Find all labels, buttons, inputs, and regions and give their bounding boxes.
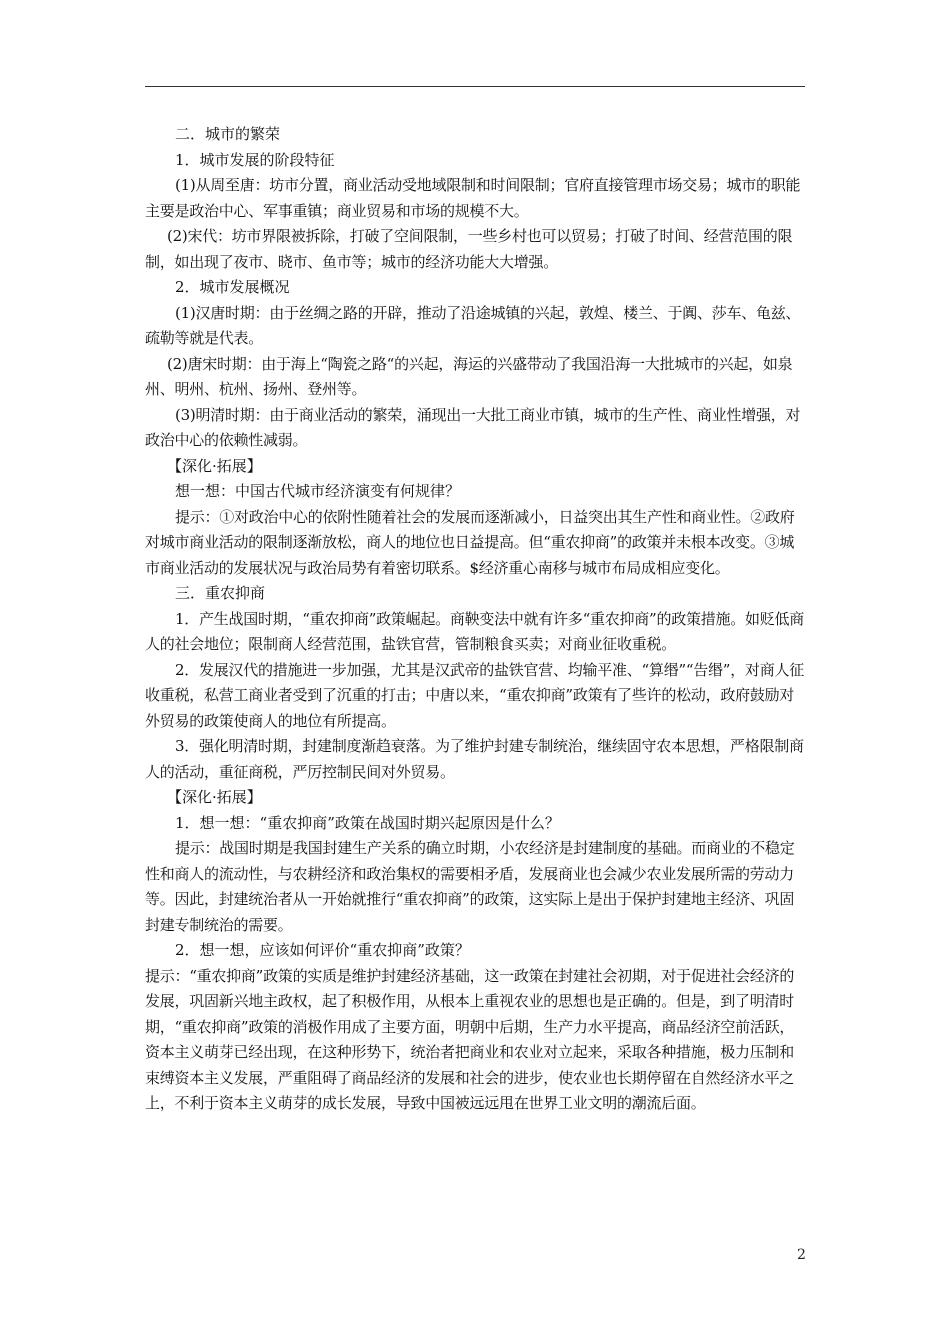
question-2: 2．想一想，应该如何评价“重农抑商”政策？ — [175, 941, 470, 959]
extension-question: 想一想：中国古代城市经济演变有何规律？ — [175, 482, 461, 500]
paragraph-zhou-to-tang: (1)从周至唐：坊市分置，商业活动受地域限制和时间限制；官府直接管理市场交易；城市的职能主要是政治中心、军事重镇；商业贸易和市场的规模不大。 — [145, 176, 801, 220]
page-content — [145, 122, 807, 1117]
extension-title: 【深化·拓展】 — [167, 456, 262, 475]
paragraph-policy-strengthening: 3．强化明清时期，封建制度渐趋衰落。为了维护封建专制统治，继续固守农本思想，严格限制商人的活动，重征商税，严厉控制民间对外贸易。 — [145, 737, 804, 781]
answer-2: 提示：“重农抑商”政策的实质是维护封建经济基础，这一政策在封建社会初期，对于促进社会经济的发展，巩固新兴地主政权，起了积极作用，从根本上重视农业的思想也是正确的。但是，到了明清时期，“重农抑商”政策的消极作用成了主要方面，明朝中后期，生产力水平提高，商品经济空前活跃，资本主义萌芽已经出现，在这种形势下，统治者把商业和农业对立起来，采取各种措施，极力压制和束缚资本主义发展，严重阻碍了商品经济的发展和社会的进步，使农业也长期停留在自然经济水平之上，不利于资本主义萌芽的成长发展，导致中国被远远甩在世界工业文明的潮流后面。 — [145, 966, 795, 1112]
header-rule — [145, 86, 805, 87]
extension-title-2: 【深化·拓展】 — [167, 788, 262, 806]
section-heading-agriculture-policy: 三．重农抑商 — [175, 584, 266, 602]
paragraph-ming-qing: (3)明清时期：由于商业活动的繁荣，涌现出一大批工商业市镇，城市的生产性、商业性增强，对政治中心的依赖性减弱。 — [145, 405, 801, 449]
question-1: 1．想一想：“重农抑商”政策在战国时期兴起原因是什么？ — [175, 813, 560, 832]
page-number: 2 — [797, 1247, 806, 1263]
subheading-city-stage-features: 1．城市发展的阶段特征 — [175, 150, 335, 169]
section-heading-city-prosperity: 二．城市的繁荣 — [175, 125, 281, 143]
paragraph-policy-development: 2．发展汉代的措施进一步加强，尤其是汉武帝的盐铁官营、均输平准、“算缗”“告缗”，对商人征收重税，私营工商业者受到了沉重的打击；中唐以来，“重农抑商”政策有了些许的松动，政府鼓励对外贸易的政策使商人的地位有所提高。 — [145, 660, 804, 730]
paragraph-tang-song: (2)唐宋时期：由于海上“陶瓷之路“的兴起，海运的兴盛带动了我国沿海一大批城市的兴起，如泉州、明州、杭州、扬州、登州等。 — [145, 354, 793, 398]
extension-answer: 提示：①对政治中心的依附性随着社会的发展而逐渐减小，日益突出其生产性和商业性。②政府对城市商业活动的限制逐渐放松，商人的地位也日益提高。但“重农抑商”的政策并未根本改变。③城市商业活动的发展状况与政治局势有着密切联系。$经济重心南移与城市布局成相应变化。 — [145, 507, 795, 577]
paragraph-song-dynasty: (2)宋代：坊市界限被拆除，打破了空间限制，一些乡村也可以贸易；打破了时间、经营范围的限制，如出现了夜市、晓市、鱼市等；城市的经济功能大大增强。 — [145, 227, 793, 271]
answer-1: 提示：战国时期是我国封建生产关系的确立时期，小农经济是封建制度的基础。而商业的不稳定性和商人的流动性，与农耕经济和政治集权的需要相矛盾，发展商业也会减少农业发展所需的劳动力等。因此，封建统治者从一开始就推行“重农抑商”的政策，这实际上是出于保护封建地主经济、巩固封建专制统治的需要。 — [145, 839, 795, 934]
paragraph-han-tang: (1)汉唐时期：由于丝绸之路的开辟，推动了沿途城镇的兴起，敦煌、楼兰、于阗、莎车、龟兹、疏勒等就是代表。 — [145, 303, 801, 347]
paragraph-policy-origin: 1．产生战国时期，“重农抑商”政策崛起。商鞅变法中就有许多“重农抑商”的政策措施。如贬低商人的社会地位；限制商人经营范围，盐铁官营，管制粮食买卖；对商业征收重税。 — [145, 609, 804, 653]
subheading-city-overview: 2．城市发展概况 — [175, 278, 290, 296]
